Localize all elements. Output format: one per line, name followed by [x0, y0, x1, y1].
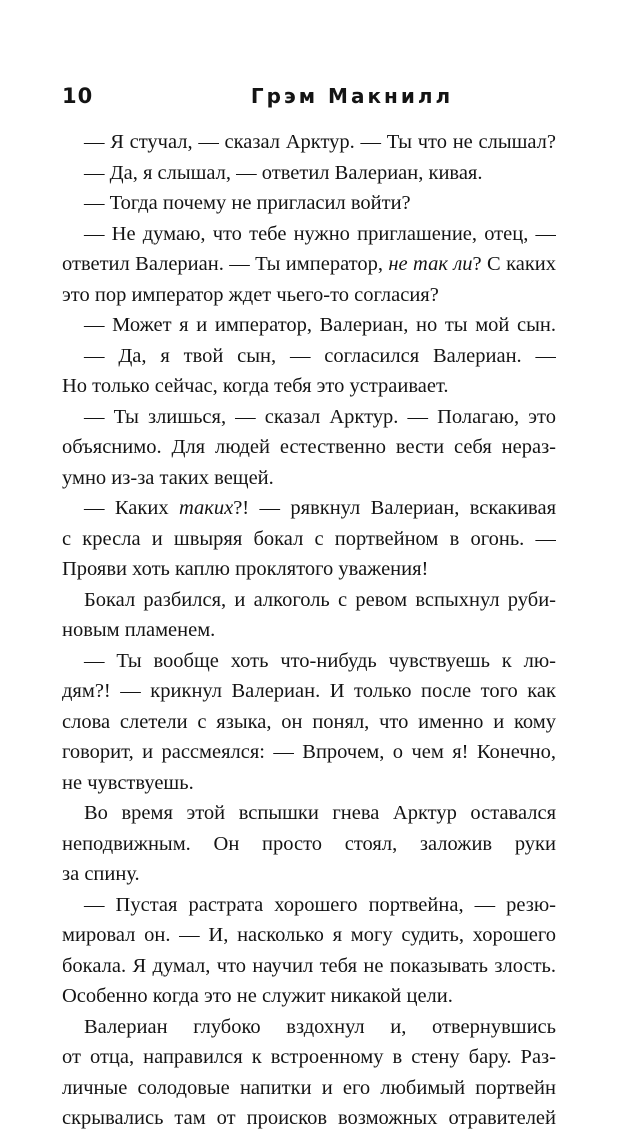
text-line: Валериан глубоко вздохнул и, отвернувшись: [84, 1015, 556, 1038]
italic-emphasis: не так ли: [388, 253, 473, 275]
text-line: — Пустая растрата хорошего портвейна, — резю-: [84, 893, 556, 916]
text-line: Бокал разбился, и алкоголь с ревом вспыхнул руби-: [84, 588, 556, 611]
text-line: Прояви хоть каплю проклятого уважения!: [62, 558, 429, 580]
running-title: Грэм Макнилл: [250, 84, 454, 108]
body-text: [62, 127, 556, 1134]
text-line: слова слетели с языка, он понял, что именно и кому: [62, 710, 556, 733]
text-line: это пор император ждет чьего-то согласия?: [62, 283, 439, 306]
text-line: Но только сейчас, когда тебя это устраивает.: [62, 375, 449, 397]
text-line: Во время этой вспышки гнева Арктур оставался: [84, 802, 556, 824]
text-line: ответил Валериан. — Ты император, не так ли? С каких: [62, 253, 556, 275]
italic-emphasis: таких: [178, 497, 234, 519]
text-line: — Каких таких?! — рявкнул Валериан, вскакивая: [84, 497, 556, 519]
text-line: — Я стучал, — сказал Арктур. — Ты что не слышал?: [84, 131, 556, 153]
text-line: от отца, направился к встроенному в стену бару. Раз-: [62, 1046, 556, 1068]
text-line: — Не думаю, что тебе нужно приглашение, отец, —: [84, 222, 556, 245]
text-line: скрывались там от происков возможных отравителей: [62, 1107, 556, 1129]
text-line: за спину.: [62, 863, 140, 885]
text-line: умно из-за таких вещей.: [62, 466, 274, 489]
text-line: мировал он. — И, насколько я могу судить, хорошего: [62, 924, 556, 946]
page-number: 10: [62, 84, 94, 108]
text-line: не чувствуешь.: [62, 771, 194, 794]
text-line: Особенно когда это не служит никакой цели.: [62, 985, 453, 1007]
text-line: — Тогда почему не пригласил войти?: [84, 192, 411, 214]
text-line: бокала. Я думал, что научил тебя не показывать злость.: [62, 954, 556, 977]
text-line: новым пламенем.: [62, 619, 216, 641]
text-line: — Ты злишься, — сказал Арктур. — Полагаю, это: [84, 405, 556, 428]
text-line: говорит, и рассмеялся: — Впрочем, о чем я! Конечно,: [62, 741, 556, 763]
text-line: дям?! — крикнул Валериан. И только после того как: [62, 680, 556, 702]
text-line: — Да, я твой сын, — согласился Валериан. —: [84, 344, 556, 367]
text-line: — Может я и император, Валериан, но ты мой сын.: [84, 314, 556, 336]
text-line: с кресла и швыряя бокал с портвейном в огонь. —: [62, 527, 556, 550]
text-line: объяснимо. Для людей естественно вести себя нераз-: [62, 436, 556, 458]
text-line: личные солодовые напитки и его любимый портвейн: [62, 1076, 556, 1099]
page-header: [62, 84, 558, 112]
text-line: — Ты вообще хоть что-нибудь чувствуешь к лю-: [84, 649, 556, 672]
text-line: неподвижным. Он просто стоял, заложив руки: [62, 832, 556, 855]
text-line: — Да, я слышал, — ответил Валериан, кивая.: [84, 161, 483, 184]
